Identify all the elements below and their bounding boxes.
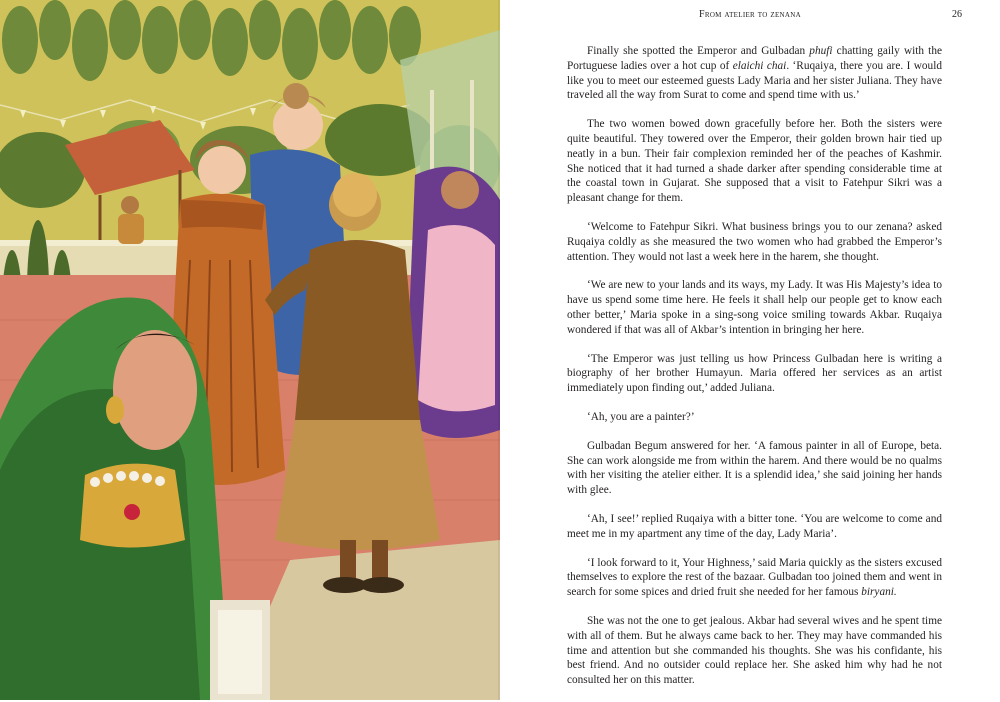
- court-scene-illustration: [0, 0, 500, 700]
- text-run: . ‘Ruqaiya, there you are. I would like you to meet our esteemed guests Lady Maria and her sister Juliana. They have traveled all the way from Surat to come and spend time with us.’: [567, 59, 942, 102]
- figure-gulbadan: [405, 167, 500, 438]
- italic-run: phufi: [809, 45, 833, 57]
- text-run: ‘I look forward to it, Your Highness,’ said Maria quickly as the sisters excused themselves to explore the rest of the bazaar. Gulbadan too joined them and went in search for some spices and dried fruit she needed for her famous: [567, 556, 942, 599]
- paragraph: [567, 278, 942, 337]
- illustration-artwork: [0, 0, 500, 700]
- italic-run: biryani.: [861, 586, 897, 599]
- text-page: [500, 0, 1000, 700]
- paragraph: [567, 117, 942, 206]
- italic-run: elaichi chai: [732, 59, 787, 72]
- paragraph: [567, 614, 942, 688]
- paragraph: [567, 512, 942, 542]
- story-text: [567, 44, 942, 702]
- text-run: ‘Ah, I see!’ replied Ruqaiya with a bitter tone. ‘You are welcome to come and meet me in my apartment any time of the day, Lady Maria’.: [567, 512, 942, 540]
- text-run: chatting gaily with the Portuguese ladies over a hot cup of: [567, 45, 942, 72]
- paragraph: [567, 220, 942, 264]
- running-head: [500, 9, 1000, 25]
- paragraph: [567, 410, 942, 425]
- text-run: The two women bowed down gracefully before her. Both the sisters were quite beautiful. They towered over the Emperor, their golden brown hair tied up neatly in a bun. Their fair complexion reminded her of the peaches of Kashmir. She noticed that it had turned a shade darker after spending considerable time at the coastal town in Gujarat. She supposed that a visit to Fatehpur Sikri was a pleasant change for them.: [567, 118, 942, 205]
- paragraph: [567, 352, 942, 396]
- paragraph: [567, 439, 942, 498]
- text-run: She was not the one to get jealous. Akbar had several wives and he spent time with all of them. But he always came back to her. They may have commanded his time and attention but she commanded his thoughts. She was his confidante, his best friend. And no outsider could replace her. She asked him why had he not consulted her on this matter.: [567, 614, 942, 687]
- paragraph: [567, 44, 942, 103]
- text-run: ‘Welcome to Fatehpur Sikri. What business brings you to our zenana? asked Ruqaiya coldly as she measured the two women who had grabbed the Emperor’s attention. They would not last a week here in the harem, she thought.: [567, 220, 942, 263]
- text-run: ‘Ah, you are a painter?’: [587, 410, 695, 423]
- page-number: 26: [952, 9, 962, 20]
- text-run: ‘We are new to your lands and its ways, my Lady. It was His Majesty’s idea to have us spend some time here. He feels it shall help our people get to know each other better,’ Maria spoke in a sing-song voice smiling towards Akbar. Ruqaiya wondered if that was all of Akbar’s intention in bringing her here.: [567, 279, 942, 336]
- text-run: ‘The Emperor was just telling us how Princess Gulbadan here is writing a biography of her brother Humayun. Maria offered her services as an artist immediately upon finding out,’ added Juliana.: [567, 352, 942, 395]
- text-run: Finally she spotted the Emperor and Gulbadan: [587, 45, 810, 57]
- paragraph: [567, 556, 942, 600]
- chapter-title: From atelier to zenana: [699, 9, 801, 20]
- text-run: Gulbadan Begum answered for her. ‘A famous painter in all of Europe, beta. She can work alongside me from within the harem. And there would be no qualms with her visiting the atelier either. It is a splendid idea,’ she said joining her hands with glee.: [567, 439, 942, 497]
- figure-ruqaiya: [0, 298, 230, 701]
